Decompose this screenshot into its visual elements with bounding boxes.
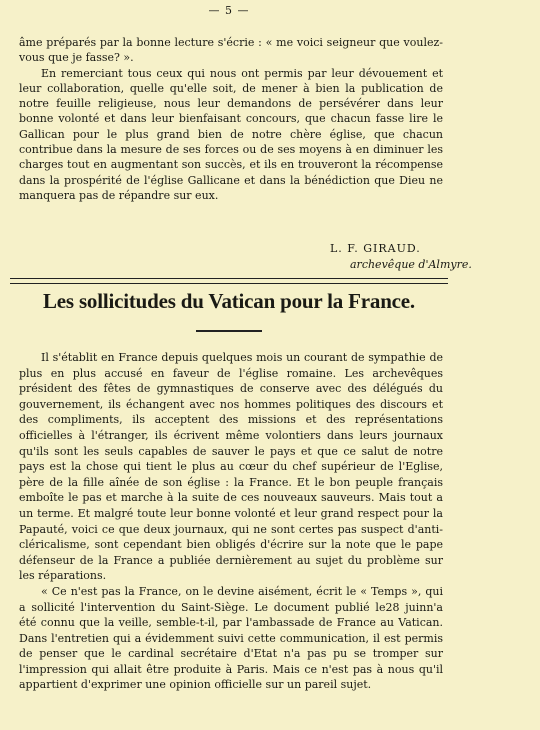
section-divider	[10, 278, 448, 284]
letter-conclusion	[19, 35, 443, 203]
paragraph: En remerciant tous ceux qui nous ont permis par leur dévouement et leur collaboration, quelle qu'elle soit, de mener à bien la publication de notre feuille religieuse, nous leur demandons de persévérer dans leur bonne volonté et dans leur bienfaisant concours, que chacun fasse lire le Gallican pour le plus grand bien de notre chère église, que chacun contribue dans la mesure de ses forces ou de ses moyens à en diminuer les charges tout en augmentant son succès, et ils en trouveront la récompense dans la prospérité de l'église Gallicane et dans la bénédiction que Dieu ne manquera pas de répandre sur eux.	[19, 66, 443, 202]
paragraph: Il s'établit en France depuis quelques mois un courant de sympathie de plus en plus accusé en faveur de l'église romaine. Les archevêques président des fêtes de gymnastiques de conserve avec des délégués du gouvernement, ils échangent avec nos hommes politiques des discours et des compliments, ils acceptent des missions et des représentations officielles à l'étranger, ils écrivent même volontiers dans leurs journaux qu'ils sont les seuls capables de sauver le pays et que ce salut de notre pays est la chose qui tient le plus au cœur du chef supérieur de l'Eglise, père de la fille aînée de son église : la France. Et le bon peuple français emboîte le pas et marche à la suite de ces nouveaux sauveurs. Mais tout a un terme. Et malgré toute leur bonne volonté et leur grand respect pour la Papauté, voici ce que deux journaux, qui ne sont certes pas suspect d'anti-cléricalisme, sont cependant bien obligés d'écrire sur la note que le pape défenseur de la France a publiée dernièrement au sujet du problème sur les réparations.	[19, 351, 443, 583]
signature-title: archevêque d'Almyre.	[350, 258, 472, 271]
article-headline: Les sollicitudes du Vatican pour la France.	[43, 289, 415, 313]
page-number: — 5 —	[208, 4, 250, 17]
article-body	[19, 350, 443, 693]
paragraph: « Ce n'est pas la France, on le devine aisément, écrit le « Temps », qui a sollicité l'intervention du Saint-Siège. Le document publié le28 juinn'a été connu que la veille, semble-t-il, par l'ambassade de France au Vatican. Dans l'entretien qui a évidemment suivi cette communication, il est permis de penser que le cardinal secrétaire d'Etat n'a pas pu se tromper sur l'impression qui allait être produite à Paris. Mais ce n'est pas à nous qu'il appartient d'exprimer une opinion officielle sur un pareil sujet.	[19, 584, 443, 692]
paragraph: âme préparés par la bonne lecture s'écrie : « me voici seigneur que voulez-vous que je fasse? ».	[19, 36, 443, 65]
signature-name: L. F. GIRAUD.	[330, 242, 421, 255]
headline-underline	[196, 330, 262, 332]
